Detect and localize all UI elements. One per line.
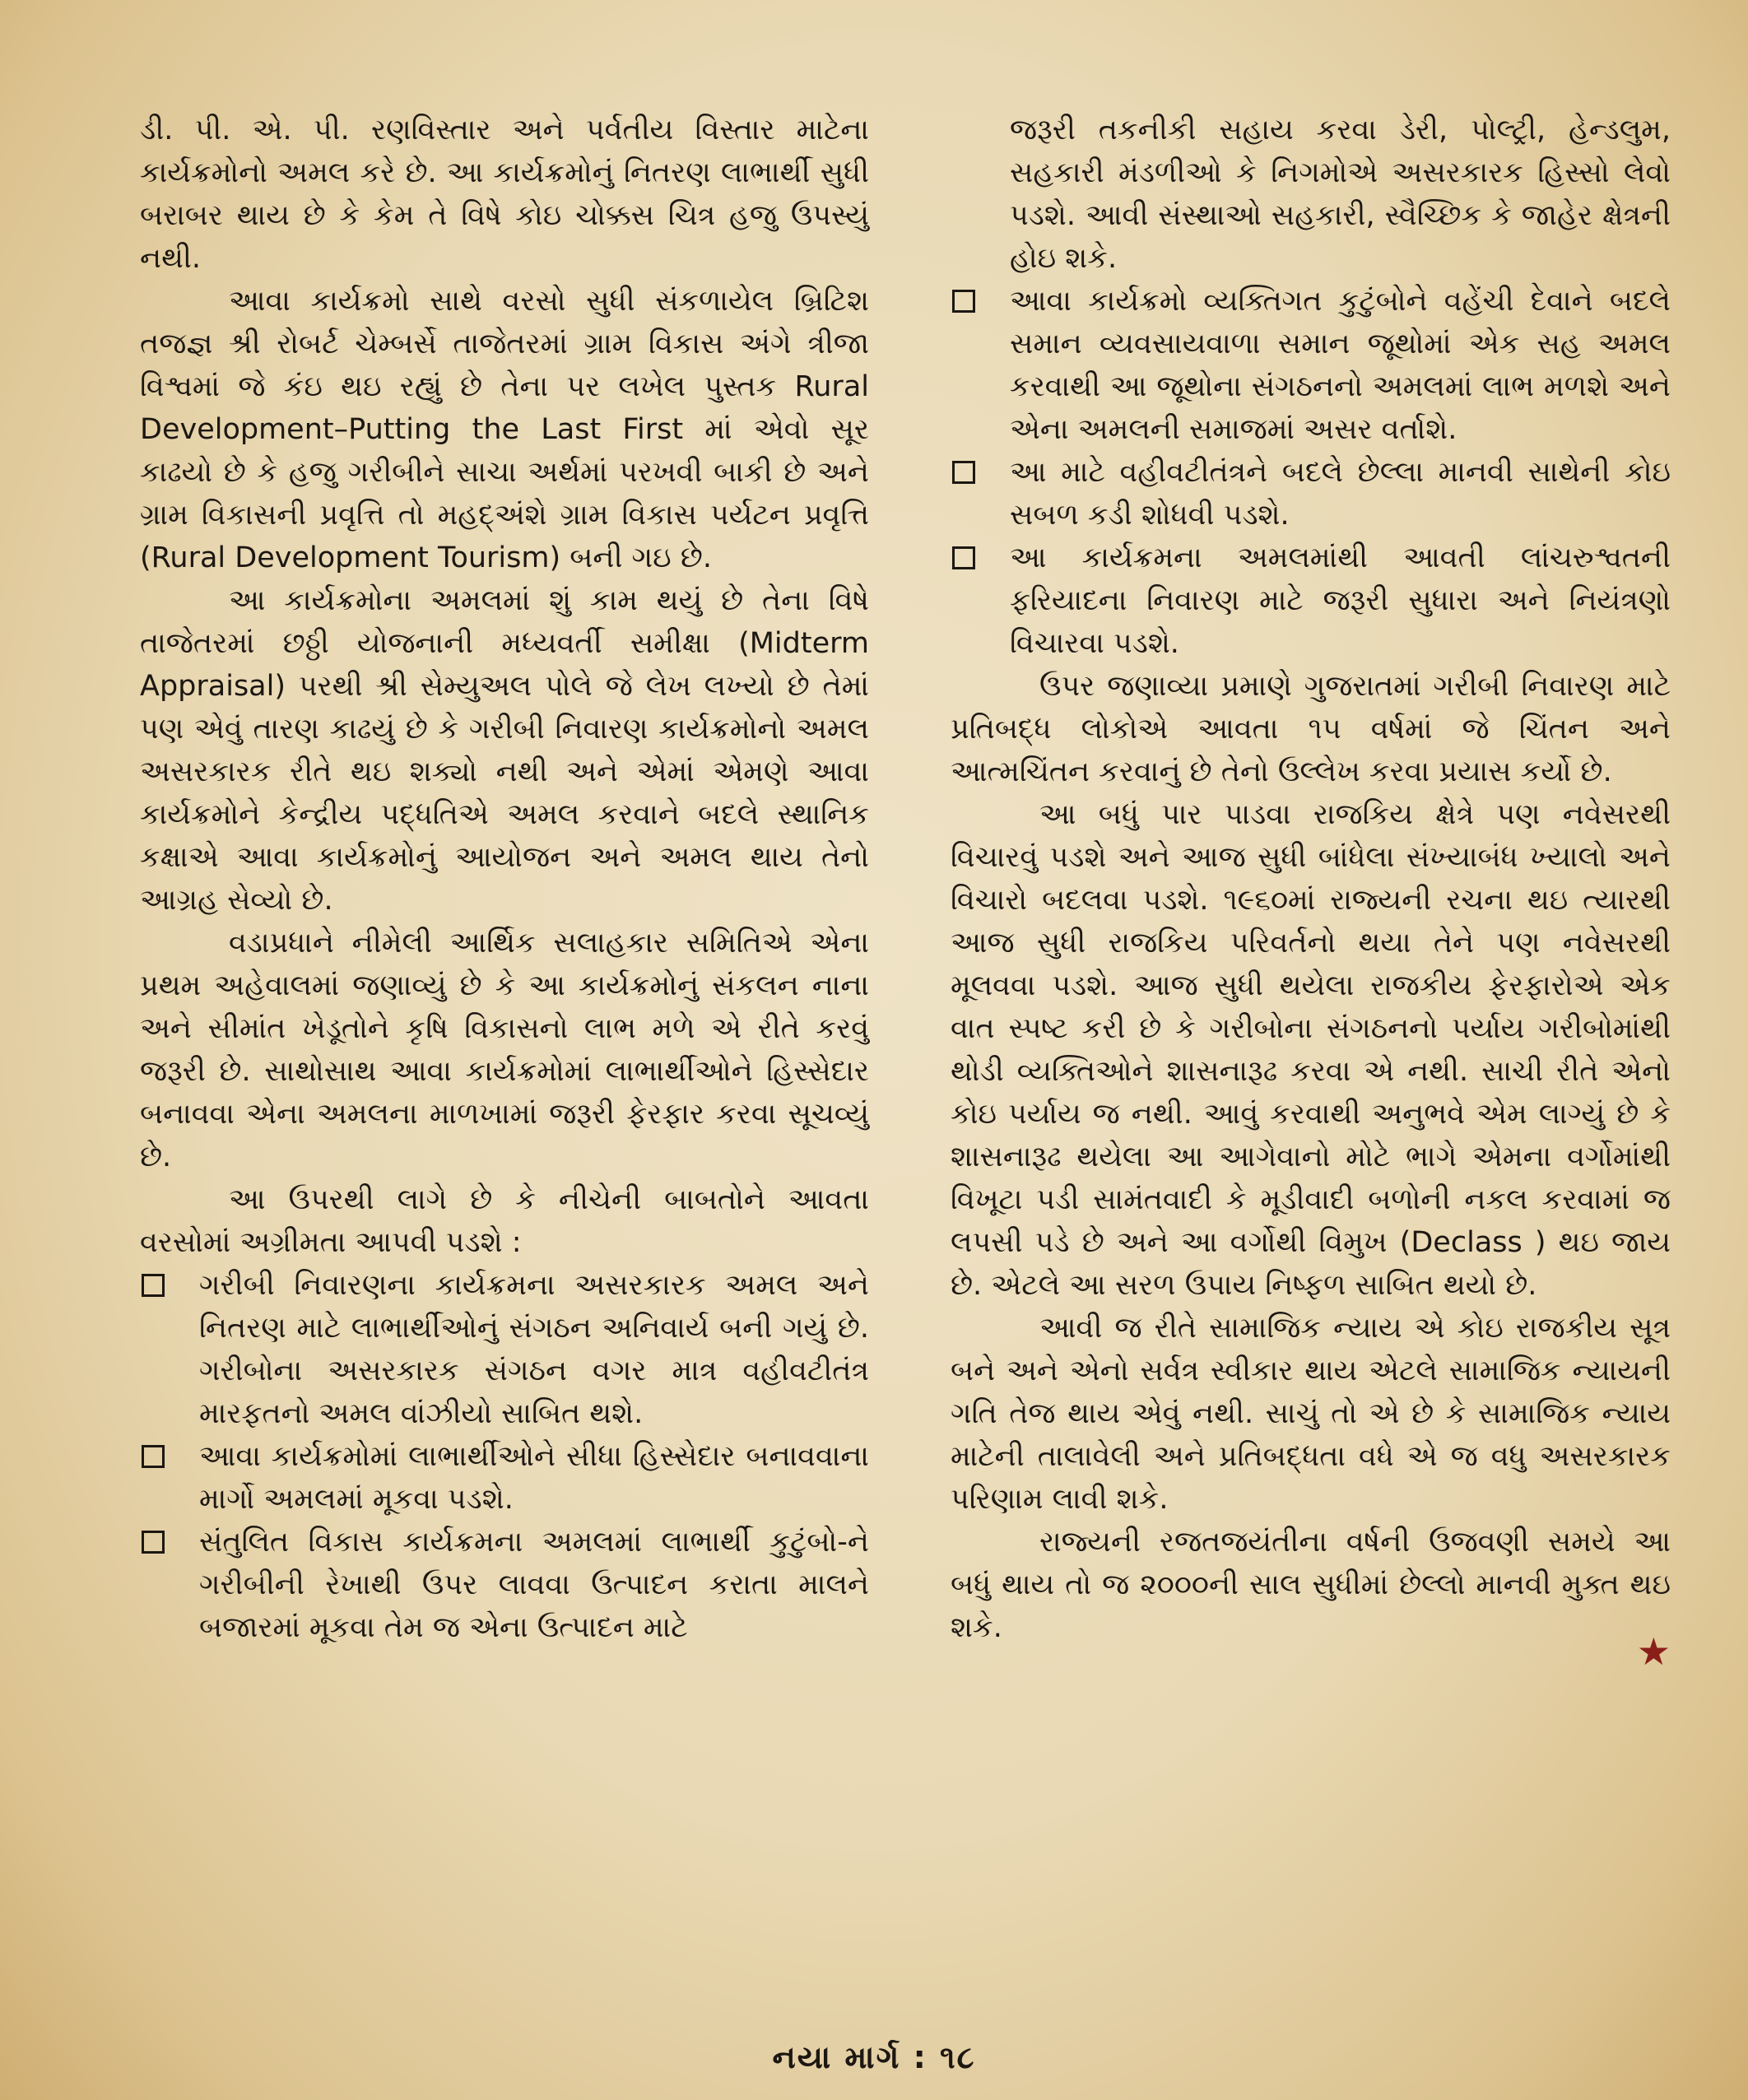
item-text: ગરીબી નિવારણના કાર્યક્રમના અસરકારક અમલ અને નિતરણ માટે લાભાર્થીઓનું સંગઠન અનિવાર્ય બની ગયું છે. ગરીબોના અસરકારક સંગઠન વગર માત્ર વહીવટીતંત્ર મારફતનો અમલ વાંઝીયો સાબિત થશે. bbox=[199, 1269, 869, 1430]
checkbox-item bbox=[951, 451, 1671, 537]
item-text: આવા કાર્યક્રમોમાં લાભાર્થીઓને સીધા હિસ્સેદાર બનાવવાના માર્ગો અમલમાં મૂકવા પડશે. bbox=[199, 1440, 869, 1516]
paragraph: ઉપર જણાવ્યા પ્રમાણે ગુજરાતમાં ગરીબી નિવારણ માટે પ્રતિબદ્ધ લોકોએ આવતા ૧૫ વર્ષમાં જે ચિંતન અને આત્મચિંતન કરવાનું છે તેનો ઉલ્લેખ કરવા પ્રયાસ કર્યો છે. bbox=[951, 670, 1671, 788]
checkbox-square-icon bbox=[952, 290, 975, 313]
paragraph: આ કાર્યક્રમોના અમલમાં શું કામ થયું છે તેના વિષે તાજેતરમાં છઠ્ઠી યોજનાની મધ્યવર્તી સમીક્ષા (Midterm Appraisal) પરથી શ્રી સેમ્યુઅલ પોલે જે લેખ લખ્યો છે તેમાં પણ એવું તારણ કાઢયું છે કે ગરીબી નિવારણ કાર્યક્રમોનો અમલ અસરકારક રીતે થઇ શક્યો નથી અને એમાં એમણે આવા કાર્યક્રમોને કેન્દ્રીય પદ્ધતિએ અમલ કરવાને બદલે સ્થાનિક કક્ષાએ આવા કાર્યક્રમોનું આયોજન અને અમલ થાય તેનો આગ્રહ સેવ્યો છે. bbox=[140, 584, 869, 917]
checkbox-item bbox=[951, 280, 1671, 451]
item-text: આ માટે વહીવટીતંત્રને બદલે છેલ્લા માનવી સાથેની કોઇ સબળ કડી શોધવી પડશે. bbox=[1010, 456, 1671, 532]
paragraph: આવી જ રીતે સામાજિક ન્યાય એ કોઇ રાજકીય સૂત્ર બને અને એનો સર્વત્ર સ્વીકાર થાય એટલે સામાજિક ન્યાયની ગતિ તેજ થાય એવું નથી. સાચું તો એ છે કે સામાજિક ન્યાય માટેની તાલાવેલી અને પ્રતિબદ્ધતા વધે એ જ વધુ અસરકારક પરિણામ લાવી શકે. bbox=[951, 1312, 1671, 1516]
item-text: સંતુલિત વિકાસ કાર્યક્રમના અમલમાં લાભાર્થી કુટુંબો-ને ગરીબીની રેખાથી ઉપર લાવવા ઉત્પાદન કરાતા માલને બજારમાં મૂકવા તેમ જ એના ઉત્પાદન માટે bbox=[199, 1526, 869, 1644]
left-column bbox=[140, 109, 869, 1649]
checkbox-item bbox=[140, 1521, 869, 1649]
item-continuation: જરૂરી તકનીકી સહાય કરવા ડેરી, પોલ્ટ્રી, હેન્ડલુમ, સહકારી મંડળીઓ કે નિગમોએ અસરકારક હિસ્સો લેવો પડશે. આવી સંસ્થાઓ સહકારી, સ્વૈચ્છિક કે જાહેર ક્ષેત્રની હોઇ શકે. bbox=[1010, 114, 1671, 275]
page-footer: નયા માર્ગ : ૧૮ bbox=[772, 2039, 976, 2075]
right-column bbox=[951, 109, 1671, 1674]
checkbox-square-icon bbox=[142, 1531, 165, 1554]
paragraph: ડી. પી. એ. પી. રણવિસ્તાર અને પર્વતીય વિસ્તાર માટેના કાર્યક્રમોનો અમલ કરે છે. આ કાર્યક્રમોનું નિતરણ લાભાર્થી સુધી બરાબર થાય છે કે કેમ તે વિષે કોઇ ચોક્કસ ચિત્ર હજુ ઉપસ્યું નથી. bbox=[140, 114, 869, 275]
checkbox-item bbox=[140, 1435, 869, 1521]
checkbox-item bbox=[951, 537, 1671, 665]
paragraph: વડાપ્રધાને નીમેલી આર્થિક સલાહકાર સમિતિએ એના પ્રથમ અહેવાલમાં જણાવ્યું છે કે આ કાર્યક્રમોનું સંકલન નાના અને સીમાંત ખેડૂતોને કૃષિ વિકાસનો લાભ મળે એ રીતે કરવું જરૂરી છે. સાથોસાથ આવા કાર્યક્રમોમાં લાભાર્થીઓને હિસ્સેદાર બનાવવા એના અમલના માળખામાં જરૂરી ફેરફાર કરવા સૂચવ્યું છે. bbox=[140, 927, 869, 1173]
star-icon: ★ bbox=[1636, 1629, 1671, 1674]
checkbox-square-icon bbox=[142, 1445, 165, 1468]
checkbox-square-icon bbox=[142, 1274, 165, 1297]
item-text: આવા કાર્યક્રમો વ્યક્તિગત કુટુંબોને વહેંચી દેવાને બદલે સમાન વ્યવસાયવાળા સમાન જૂથોમાં એક સહ અમલ કરવાથી આ જૂથોના સંગઠનનો અમલમાં લાભ મળશે અને એના અમલની સમાજમાં અસર વર્તાશે. bbox=[1010, 285, 1671, 446]
paragraph: આવા કાર્યક્રમો સાથે વરસો સુધી સંકળાયેલ બ્રિટિશ તજજ્ઞ શ્રી રોબર્ટ ચેમ્બર્સે તાજેતરમાં ગ્રામ વિકાસ અંગે ત્રીજા વિશ્વમાં જે કંઇ થઇ રહ્યું છે તેના પર લખેલ પુસ્તક Rural Development–Putting the Last First માં એવો સૂર કાઢયો છે કે હજુ ગરીબીને સાચા અર્થમાં પરખવી બાકી છે અને ગ્રામ વિકાસની પ્રવૃત્તિ તો મહદ્અંશે ગ્રામ વિકાસ પર્યટન પ્રવૃત્તિ (Rural Development Tourism) બની ગઇ છે. bbox=[140, 285, 869, 574]
paragraph: આ બધું પાર પાડવા રાજકિય ક્ષેત્રે પણ નવેસરથી વિચારવું પડશે અને આજ સુધી બાંધેલા સંખ્યાબંધ ખ્યાલો અને વિચારો બદલવા પડશે. ૧૯૬૦માં રાજ્યની રચના થઇ ત્યારથી આજ સુધી રાજકિય પરિવર્તનો થયા તેને પણ નવેસરથી મૂલવવા પડશે. આજ સુધી થયેલા રાજકીય ફેરફારોએ એક વાત સ્પષ્ટ કરી છે કે ગરીબોના સંગઠનનો પર્યાય ગરીબોમાંથી થોડી વ્યક્તિઓને શાસનારૂઢ કરવા એ નથી. સાચી રીતે એનો કોઇ પર્યાય જ નથી. આવું કરવાથી અનુભવે એમ લાગ્યું છે કે શાસનારૂઢ થયેલા આ આગેવાનો મોટે ભાગે એમના વર્ગોમાંથી વિખૂટા પડી સામંતવાદી કે મૂડીવાદી બળોની નકલ કરવામાં જ લપસી પડે છે અને આ વર્ગોથી વિમુખ (Declass ) થઇ જાય છે. એટલે આ સરળ ઉપાય નિષ્ફળ સાબિત થયો છે. bbox=[951, 798, 1671, 1302]
paragraph: આ ઉપરથી લાગે છે કે નીચેની બાબતોને આવતા વરસોમાં અગ્રીમતા આપવી પડશે : bbox=[140, 1183, 869, 1259]
paragraph: રાજ્યની રજતજયંતીના વર્ષની ઉજવણી સમયે આ બધું થાય તો જ ૨૦૦૦ની સાલ સુધીમાં છેલ્લો માનવી મુક્ત થઇ શકે. bbox=[951, 1526, 1671, 1644]
checkbox-square-icon bbox=[952, 461, 975, 484]
checkbox-item bbox=[140, 1264, 869, 1435]
item-text: આ કાર્યક્રમના અમલમાંથી આવતી લાંચરુશ્વતની ફરિયાદના નિવારણ માટે જરૂરી સુધારા અને નિયંત્રણો વિચારવા પડશે. bbox=[1010, 541, 1671, 660]
checkbox-square-icon bbox=[952, 546, 975, 569]
